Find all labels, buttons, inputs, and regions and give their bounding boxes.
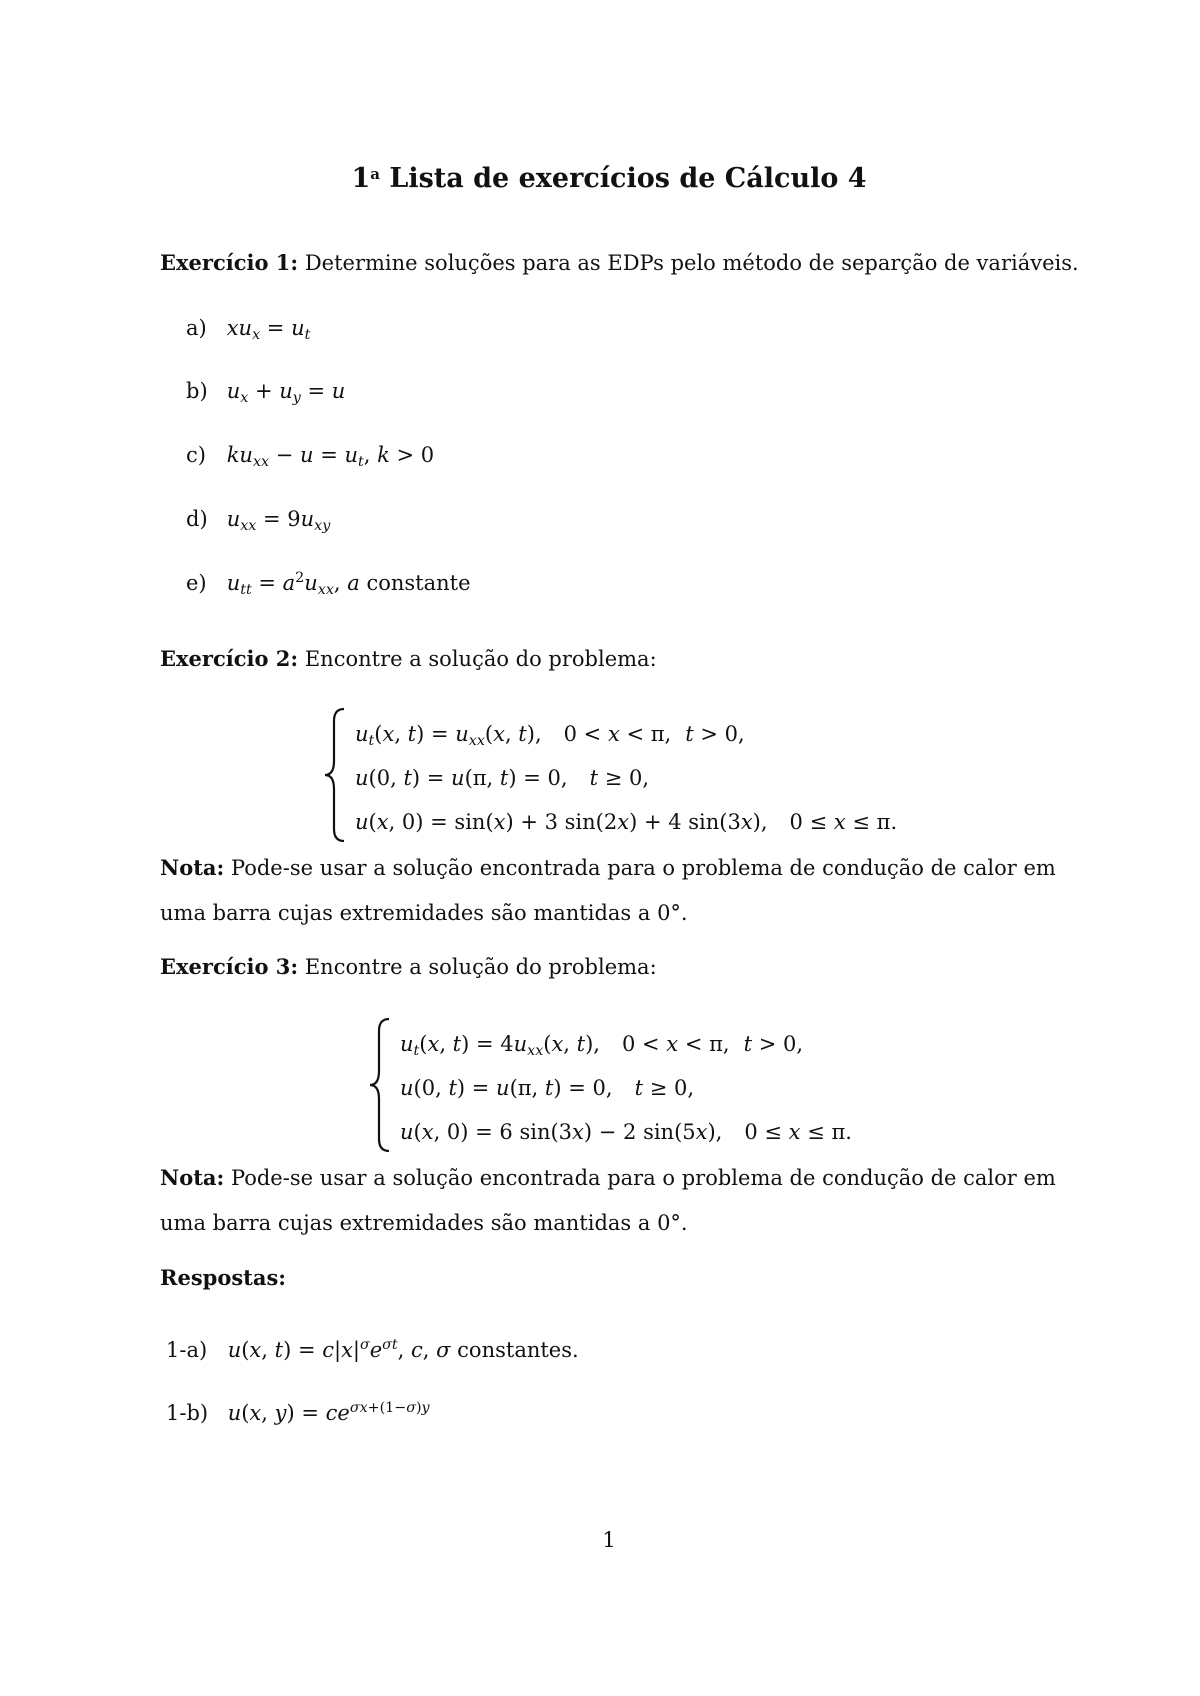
note-2-line-1: Nota: Pode-se usar a solução encontrada para o problema de condução de calor em [160,1165,1056,1190]
answer-1a: 1-a) u(x, $t) = c|x|^\sigma e^{\sigma t}$, c, σ constantes. [166,1337,579,1362]
exercise-3-heading: Exercício 3: [160,954,299,979]
exercise-3-equation-1: $u_t(x$, $t) = 4u_{xx}(x$, t), 0 < x < π, t > 0, [400,1032,804,1059]
exercise-1-statement [160,250,1079,276]
exercise-1-item-a: a) $xu_x = u_t$ [186,316,311,343]
note-1-heading: Nota: [160,855,225,880]
note-2-heading: Nota: [160,1165,225,1190]
exercise-1-item-b: b) $u_x + u_y = u$ [186,379,346,406]
note-1-line-2: uma barra cujas extremidades são mantidas a 0°. [160,901,688,925]
exercise-1-item-d: d) $u_{xx} = 9u_{xy}$ [186,507,331,534]
exercise-1-item-e: e) $u_{tt} = a^2u_{xx}$, a constante [186,570,471,598]
exercise-3-equation-3: u(x, 0) = 6 sin(3x) − 2 sin(5x), 0 ≤ x ≤ π. [400,1120,852,1144]
answers-heading: Respostas: [160,1265,287,1290]
exercise-2-equation-1: $u_t(x$, $t) = u_{xx}(x$, t), 0 < x < π, t > 0, [355,722,745,749]
exercise-2-text: Encontre a solução do problema: [298,647,657,671]
exercise-1-heading: Exercício 1: [160,250,299,275]
exercise-3-equation-2: u(0, t) = u(π, t) = 0, t ≥ 0, [400,1076,694,1100]
exercise-2-equation-3: u(x, 0) = sin(x) + 3 sin(2x) + 4 sin(3x), 0 ≤ x ≤ π. [355,810,898,834]
exercise-2-heading: Exercício 2: [160,646,299,671]
page-title: 1$^a$ Lista de exercícios de Cálculo 4 [351,163,867,194]
exercise-3-text: Encontre a solução do problema: [298,955,657,979]
exercise-2-equation-2: u(0, t) = u(π, t) = 0, t ≥ 0, [355,766,649,790]
exercise-1-item-c: c) $ku_{xx} - u = u_t$, k > 0 [186,443,435,470]
exercise-3-statement [160,954,657,980]
note-1-line-1: Nota: Pode-se usar a solução encontrada para o problema de condução de calor em [160,855,1056,880]
exercise-2-statement [160,646,657,672]
note-2-line-2: uma barra cujas extremidades são mantidas a 0°. [160,1211,688,1235]
left-brace-icon [367,1017,393,1153]
answer-1b: 1-b) u(x, $y) = ce^{\sigma x+(1-\sigma)y}$ [166,1400,430,1425]
page-number: 1 [602,1528,616,1552]
exercise-1-text: Determine soluções para as EDPs pelo método de separção de variáveis. [298,251,1079,275]
left-brace-icon [322,707,348,843]
